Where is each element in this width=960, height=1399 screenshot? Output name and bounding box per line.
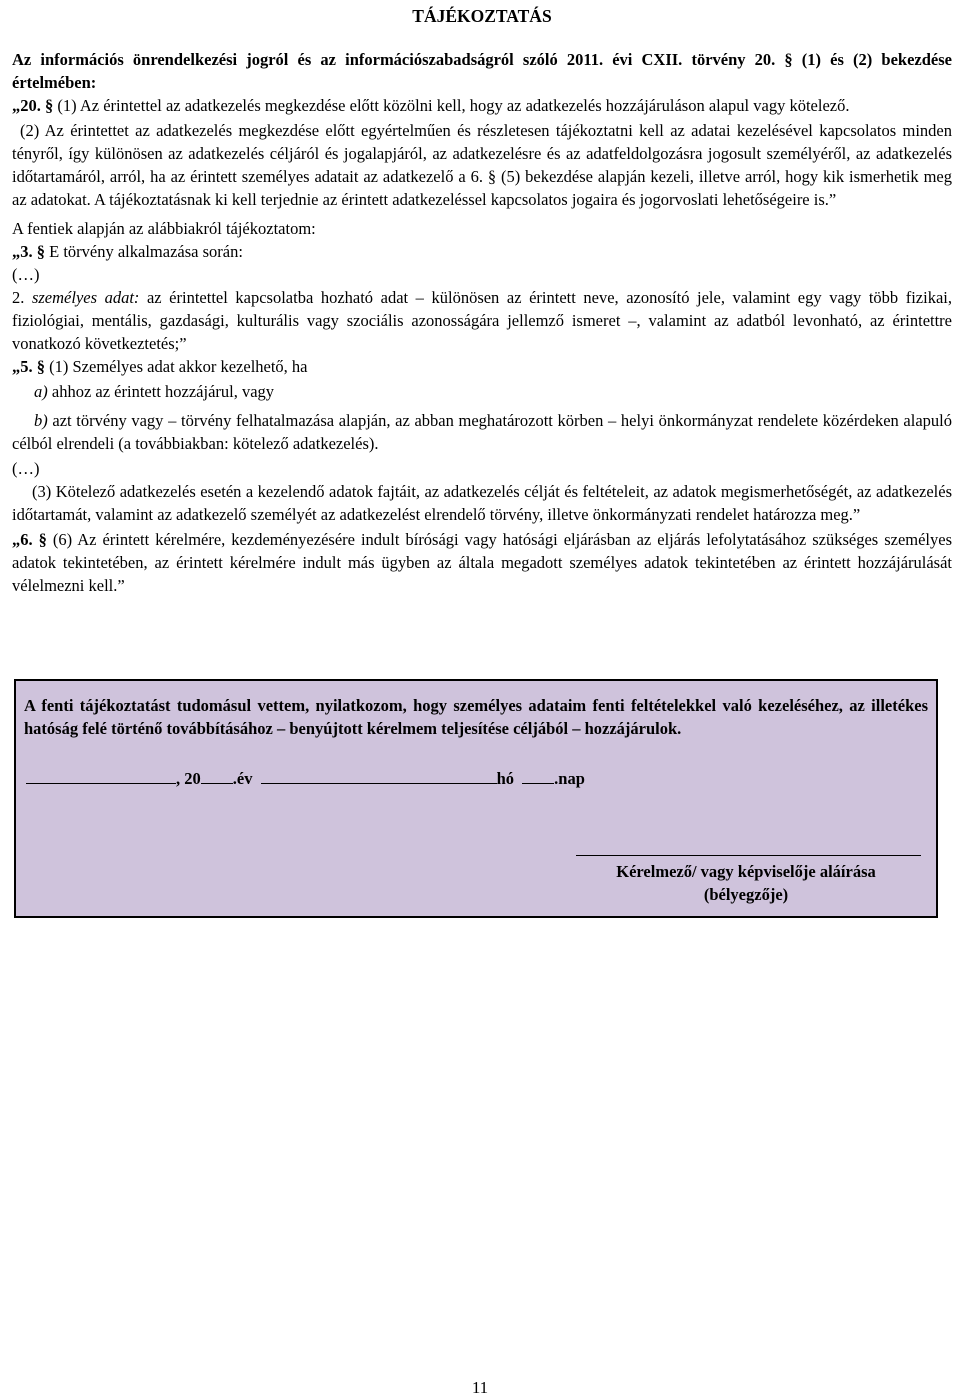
definition-2-term: személyes adat:	[31, 288, 140, 307]
date-year-prefix: , 20	[176, 769, 201, 788]
section-5-b-label: b)	[34, 411, 48, 430]
document-title: TÁJÉKOZTATÁS	[412, 6, 552, 26]
section-20-paragraph-2: (2) Az érintettet az adatkezelés megkezdése előtt egyértelműen és részletesen tájékoztatni kell az adatai kezelésével kapcsolatos minden tényről, így különösen az adatkezelés céljáról és jogalapjáról, az adatkezelésre és az adatfeldolgozásra jogosult személyéről, az adatkezelés időtartamáról, arról, ha az érintett személyes adatait az adatkezelő a 6. § (5) bekezdése alapján kezeli, illetve arról, hogy kik ismerhetik meg az adatokat. A tájékoztatásnak ki kell terjednie az érintett adatkezeléssel kapcsolatos jogaira és jogorvoslati lehetőségeire is.”	[12, 121, 952, 209]
place-blank[interactable]	[26, 766, 176, 784]
declaration-text: A fenti tájékoztatást tudomásul vettem, nyilatkozom, hogy személyes adataim fenti feltételekkel való kezeléséhez, az illetékes hatóság felé történő továbbításához – benyújtott kérelmem teljesítése céljából – hozzájárulok.	[24, 696, 928, 738]
definition-2-text: az érintettel kapcsolatba hozható adat – különösen az érintett neve, azonosító jele, valamint egy vagy több fizikai, fiziológiai, mentális, gazdasági, kulturális vagy szociális azonosságára jellemző ismeret –, valamint az adatból levonható, az érintettre vonatkozó következtetés;”	[12, 288, 952, 353]
date-ho: hó	[496, 769, 515, 788]
signature-block	[576, 855, 916, 906]
stamp-label: (bélyegzője)	[703, 885, 789, 904]
intro-paragraph: Az információs önrendelkezési jogról és az információszabadságról szóló 2011. évi CXII. törvény 20. § (1) és (2) bekezdése értelmében:	[12, 50, 952, 92]
day-blank[interactable]	[522, 766, 554, 784]
section-5-heading	[12, 355, 952, 378]
section-3-number: „3. §	[12, 242, 45, 261]
section-20-p1-text: (1) Az érintettel az adatkezelés megkezdése előtt közölni kell, hogy az adatkezelés hozzájáruláson alapul vagy kötelező.	[53, 96, 850, 115]
section-5-point-b	[12, 409, 952, 455]
section-5-point-a	[12, 380, 952, 403]
section-5-a-text: ahhoz az érintett hozzájárul, vagy	[47, 382, 275, 401]
signature-line[interactable]	[576, 855, 921, 856]
section-5-a-label: a)	[34, 382, 48, 401]
section-5-b-text: azt törvény vagy – törvény felhatalmazása alapján, az abban meghatározott körben – helyi önkormányzat rendelete közérdeken alapuló célból elrendeli (a továbbiakban: kötelező adatkezelés).	[12, 411, 952, 453]
section-3-text: E törvény alkalmazása során:	[45, 242, 243, 261]
year-blank[interactable]	[201, 766, 233, 784]
page-number: 11	[471, 1378, 489, 1397]
definition-2	[12, 286, 952, 355]
section-6-text: (6) Az érintett kérelmére, kezdeményezésére indult bírósági vagy hatósági eljárásban az eljárás lefolytatásához szükséges személyes adatok tekintetében, az érintett kérelmére indult más ügyben az általa megadott személyes adatok tekintetében az érintett hozzájárulását vélelmezni kell.”	[12, 530, 953, 595]
document-page	[12, 0, 953, 904]
signature-label: Kérelmező/ vagy képviselője aláírása	[616, 862, 876, 881]
lead-paragraph: A fentiek alapján az alábbiakról tájékoztatom:	[12, 219, 316, 238]
section-6-paragraph	[12, 528, 952, 597]
section-5-text: (1) Személyes adat akkor kezelhető, ha	[45, 357, 308, 376]
month-blank[interactable]	[261, 766, 497, 784]
ellipsis-2: (…)	[12, 459, 40, 478]
definition-2-number: 2.	[12, 288, 32, 307]
section-3-heading	[12, 240, 952, 263]
section-5-paragraph-3: (3) Kötelező adatkezelés esetén a kezelendő adatok fajtáit, az adatkezelés célját és feltételeit, az adatok megismerhetőségét, az adatkezelés időtartamát, valamint az adatkezelő személyét az adatkezelést elrendelő törvény, illetve önkormányzati rendelet határozza meg.”	[12, 482, 952, 524]
date-line	[24, 766, 928, 790]
section-6-number: „6. §	[12, 530, 47, 549]
section-5-number: „5. §	[12, 357, 45, 376]
ellipsis-1: (…)	[12, 265, 40, 284]
date-ev: .év	[232, 769, 253, 788]
date-nap: .nap	[554, 769, 585, 788]
declaration-box	[14, 679, 938, 918]
section-20-number: „20. §	[12, 96, 54, 115]
section-20-paragraph-1	[12, 94, 952, 117]
